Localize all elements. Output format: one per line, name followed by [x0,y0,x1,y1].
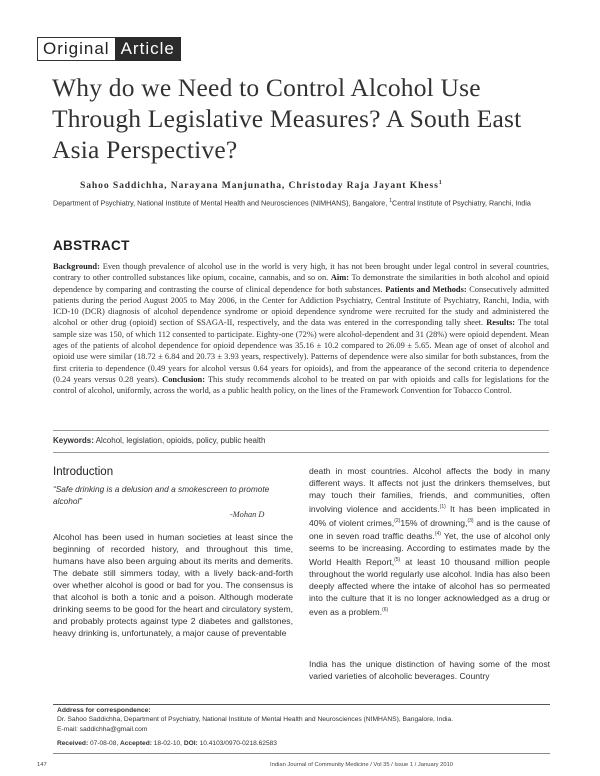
abstract-heading: ABSTRACT [53,238,130,253]
footer-divider [53,753,550,754]
intro-paragraph-2: death in most countries. Alcohol affects the body in many different ways. It affects not just the drinkers themselves, but may touch their families, friends, and communities, often involving violence and accidents.$^{(1)}$ It has been implicated in 40% of violent crimes,$^{(2)}$15% of drowning,$^{(3)}$ and is the cause of one in seven road traffic deaths.$^{(4)}$ Yet, the use of alcohol only seems to be increasing. According to estimates made by the World Health Report,$^{(5)}$ at least 10 thousand million people throughout the world regularly use alcohol. India has also been deeply affected where the intake of alcohol has so permeated into the culture that it is no longer acknowledged as a drug or even as a problem.$^{(6)}$ [309,466,550,617]
page-number: 147 [37,762,47,768]
affiliations: Department of Psychiatry, National Institute of Mental Health and Neurosciences (NIMHANS), Bangalore, $^1$Central Institute of Psychiatry, Ranchi, India [53,198,531,208]
intro-paragraph-1: Alcohol has been used in human societies at least since the beginning of recorded history, and throughout this time, humans have also been arguing about its merits and demerits. The debate still simmers today, with a lively back-and-forth over whether alcohol is good or bad for you. The consensus is that alcohol is both a tonic and a poison. Although moderate drinking seems to be good for the heart and circulatory system, and probably protects against type 2 diabetes and gallstones, heavy drinking is, unfortunately, a major cause of preventable [53,532,293,638]
tag-article: Article [115,37,181,61]
author-list: Sahoo Saddichha, Narayana Manjunatha, Christoday Raja Jayant Khess$^1$ [80,180,443,192]
correspondence-email[interactable]: E-mail: saddichha@gmail.com [57,725,148,733]
epigraph-quote: “Safe drinking is a delusion and a smokescreen to promote alcohol” [53,484,270,506]
publication-dates: Received: 07-08-08, Accepted: 18-02-10, DOI: 10.4103/0970-0218.62583 [57,740,277,747]
abstract-body: Background: Even though prevalence of alcohol use in the world is very high, it has not been brought under legal control in several countries, contrary to other controlled substances like opium, cocaine, cannabis, and so on. Aim: To demonstrate the similarities in both alcohol and opioid dependence by comparing and contrasting the course of clinical dependence for both substances. Patients and Methods: Consecutively admitted patients during the period August 2005 to May 2006, in the Center for Addiction Psychiatry, Central Institute of Psychiatry, Ranchi, India, with ICD-10 (DCR) diagnosis of alcohol dependence syndrome or opioid dependence syndrome were recruited for the study and administered the alcohol or other drug (opioid) section of SSAGA-II, respectively, and the data was entered in the corresponding tally sheet. Results: The total sample size was 150, of which 112 consented to participate. Eighty-one (72%) were alcohol-dependent and 31 (28%) were opioid dependent. Mean ages of the patients of alcohol dependence for opioid dependence was 35.16 ± 10.2 compared to 26.09 ± 5.65. Mean age of onset of alcohol and opioid use were similar (18.72 ± 6.84 and 20.73 ± 3.93 years, respectively). Patterns of dependence were also similar for both substances, from the first criteria to dependence (0.49 years for alcohol versus 0.64 years for opioids), and from the appearance of the second criteria to dependence (0.24 years versus 0.28 years). Conclusion: This study recommends alcohol to be treated on par with opioids and calls for legislations for the control of alcohol, uniformly, across the world, as a public health policy, on the lines of the Framework Convention for Tobacco Control. [53,262,549,396]
correspondence-divider [53,704,550,705]
article-type-tag [37,37,181,61]
tag-original: Original [37,37,115,61]
abstract-divider [53,430,549,431]
keywords-divider [53,452,549,453]
article-title: Why do we Need to Control Alcohol Use Through Legislative Measures? A South East Asia Perspective? [52,73,522,164]
keywords: Keywords: Alcohol, legislation, opioids, policy, public health [53,436,266,445]
epigraph-author: -Mohan D [230,510,265,519]
journal-citation: Indian Journal of Community Medicine / Vol 35 / Issue 1 / January 2010 [270,762,454,768]
doi-link[interactable]: 10.4103/0970-0218.62583 [197,740,277,747]
introduction-heading: Introduction [53,466,114,478]
intro-paragraph-3: India has the unique distinction of having some of the most varied varieties of alcoholic beverages. Country [309,659,550,681]
correspondence-block: Address for correspondence: Dr. Sahoo Saddichha, Department of Psychiatry, National Institute of Mental Health and Neurosciences (NIMHANS), Bangalore, India. E-mail: saddichha@gmail.com [57,707,454,733]
